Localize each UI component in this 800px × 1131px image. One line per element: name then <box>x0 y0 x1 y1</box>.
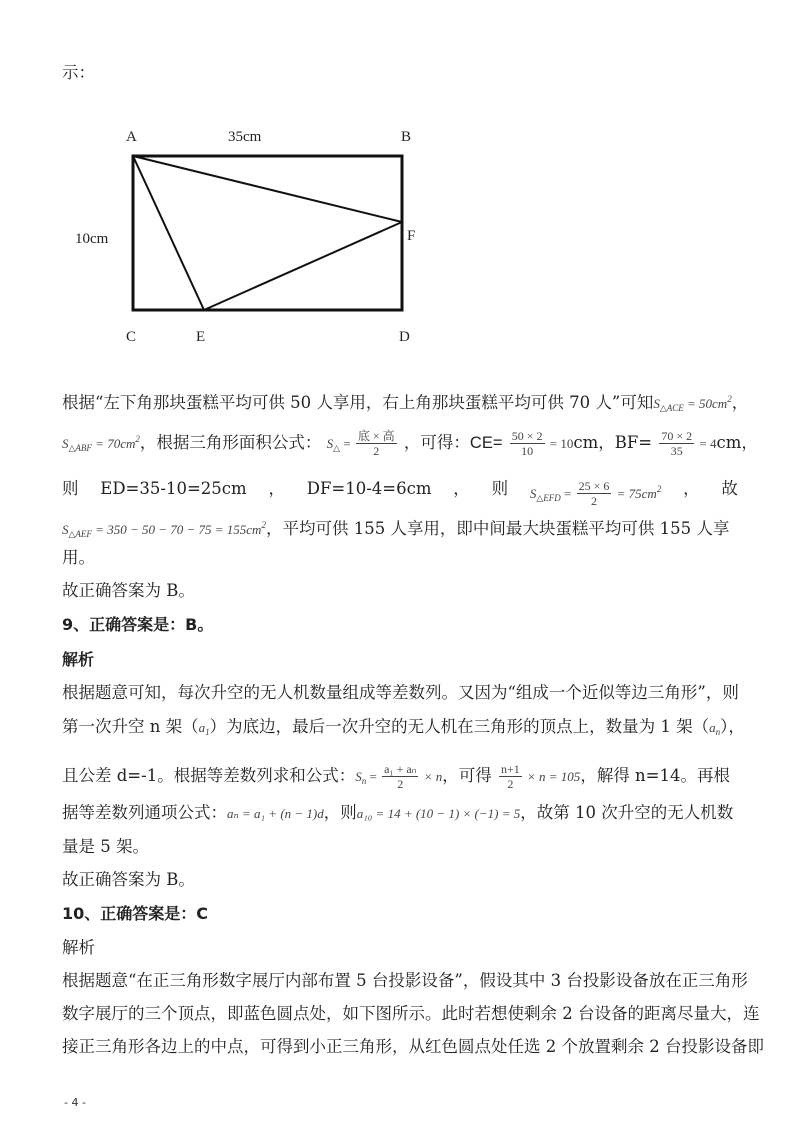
efd-fraction: $\frac{25 \times 6}{2}$ <box>578 479 610 508</box>
q8-line-2: $S_{\triangle ABF} = 70cm^2$，根据三角形面积公式： $S_\triangle$ = $\frac{\text{底 × 高}}{2}$ ，可得：CE= $\frac{50 \times 2}{10}$ = 10cm，BF= $\frac{70 \times 2}{35}$ = 4cm， <box>62 429 758 458</box>
q9-para-3: 且公差 d=-1。根据等差数列求和公式：$S_n$ = $\frac{\text{a₁ + aₙ}}{2}$ × n，可得 $\frac{n+1}{2}$ × n = 105，解得 n=14。再根 <box>62 762 731 791</box>
label-c: C <box>126 329 137 345</box>
length-side: 10cm <box>75 231 109 247</box>
q8-line-5: 用。 <box>62 548 95 567</box>
eq-fraction: $\frac{n+1}{2}$ <box>500 762 520 791</box>
q9-para-5: 量是 5 架。 <box>62 837 149 856</box>
q10-para-1: 根据题意“在正三角形数字展厅内部布置 5 台投影设备”，假设其中 3 台投影设备放在正三角形 <box>62 971 748 990</box>
q9-answer: 故正确答案为 B。 <box>62 870 195 889</box>
page-number: - 4 - <box>64 1096 86 1109</box>
segment-ae <box>133 156 204 310</box>
q9-heading: 9、正确答案是：B。 <box>62 615 214 634</box>
q10-jiexi: 解析 <box>62 938 95 957</box>
q9-jiexi: 解析 <box>62 650 95 669</box>
q9-para-1: 根据题意可知，每次升空的无人机数量组成等差数列。又因为“组成一个近似等边三角形”，则 <box>62 683 739 702</box>
q8-answer: 故正确答案为 B。 <box>62 581 195 600</box>
segment-af <box>133 156 402 222</box>
q8-line-1: 根据“左下角那块蛋糕平均可供 50 人享用，右上角那块蛋糕平均可供 70 人”可知$S_{\triangle ACE} = 50cm^2$， <box>62 393 749 413</box>
label-d: D <box>399 329 410 345</box>
top-text: 示： <box>62 63 95 82</box>
label-e: E <box>196 329 206 345</box>
label-b: B <box>401 129 412 145</box>
sum-fraction: $\frac{\text{a₁ + aₙ}}{2}$ <box>384 762 417 791</box>
q10-para-3: 接正三角形各边上的中点，可得到小正三角形，从红色圆点处任选 2 个放置剩余 2 台投影设备即 <box>62 1037 764 1056</box>
q8-line-3: 则 ED=35-10=25cm ， DF=10-4=6cm ， 则 $S_{\triangle EFD}$ = $\frac{25 \times 6}{2}$ = $75cm^2$ ， 故 <box>62 479 738 508</box>
q10-para-2: 数字展厅的三个顶点，即蓝色圆点处，如下图所示。此时若想使剩余 2 台设备的距离尽量大，连 <box>62 1004 760 1023</box>
q9-para-4: 据等差数列通项公式：aₙ = a₁ + (n − 1)d，则a₁₀ = 14 + (10 − 1) × (−1) = 5，故第 10 次升空的无人机数 <box>62 803 734 822</box>
area-fraction: $\frac{\text{底 × 高}}{2}$ <box>357 429 395 458</box>
length-top: 35cm <box>228 129 262 145</box>
label-f: F <box>407 228 416 244</box>
label-a: A <box>126 129 137 145</box>
q9-para-2: 第一次升空 n 架$(a_1)$为底边，最后一次升空的无人机在三角形的顶点上，数量为 1 架$(a_n)$， <box>62 717 745 737</box>
ce-fraction: $\frac{50 \times 2}{10}$ <box>511 429 543 458</box>
rectangle-figure <box>60 115 460 355</box>
bf-fraction: $\frac{70 \times 2}{35}$ <box>661 429 693 458</box>
rectangle-abdc <box>133 156 402 310</box>
q8-line-4: $S_{\triangle AEF} = 350 - 50 - 70 - 75 = 155cm^2$，平均可供 155 人享用，即中间最大块蛋糕平均可供 155 人享 <box>62 519 730 539</box>
q10-heading: 10、正确答案是：C <box>62 904 209 923</box>
segment-ef <box>204 222 402 310</box>
